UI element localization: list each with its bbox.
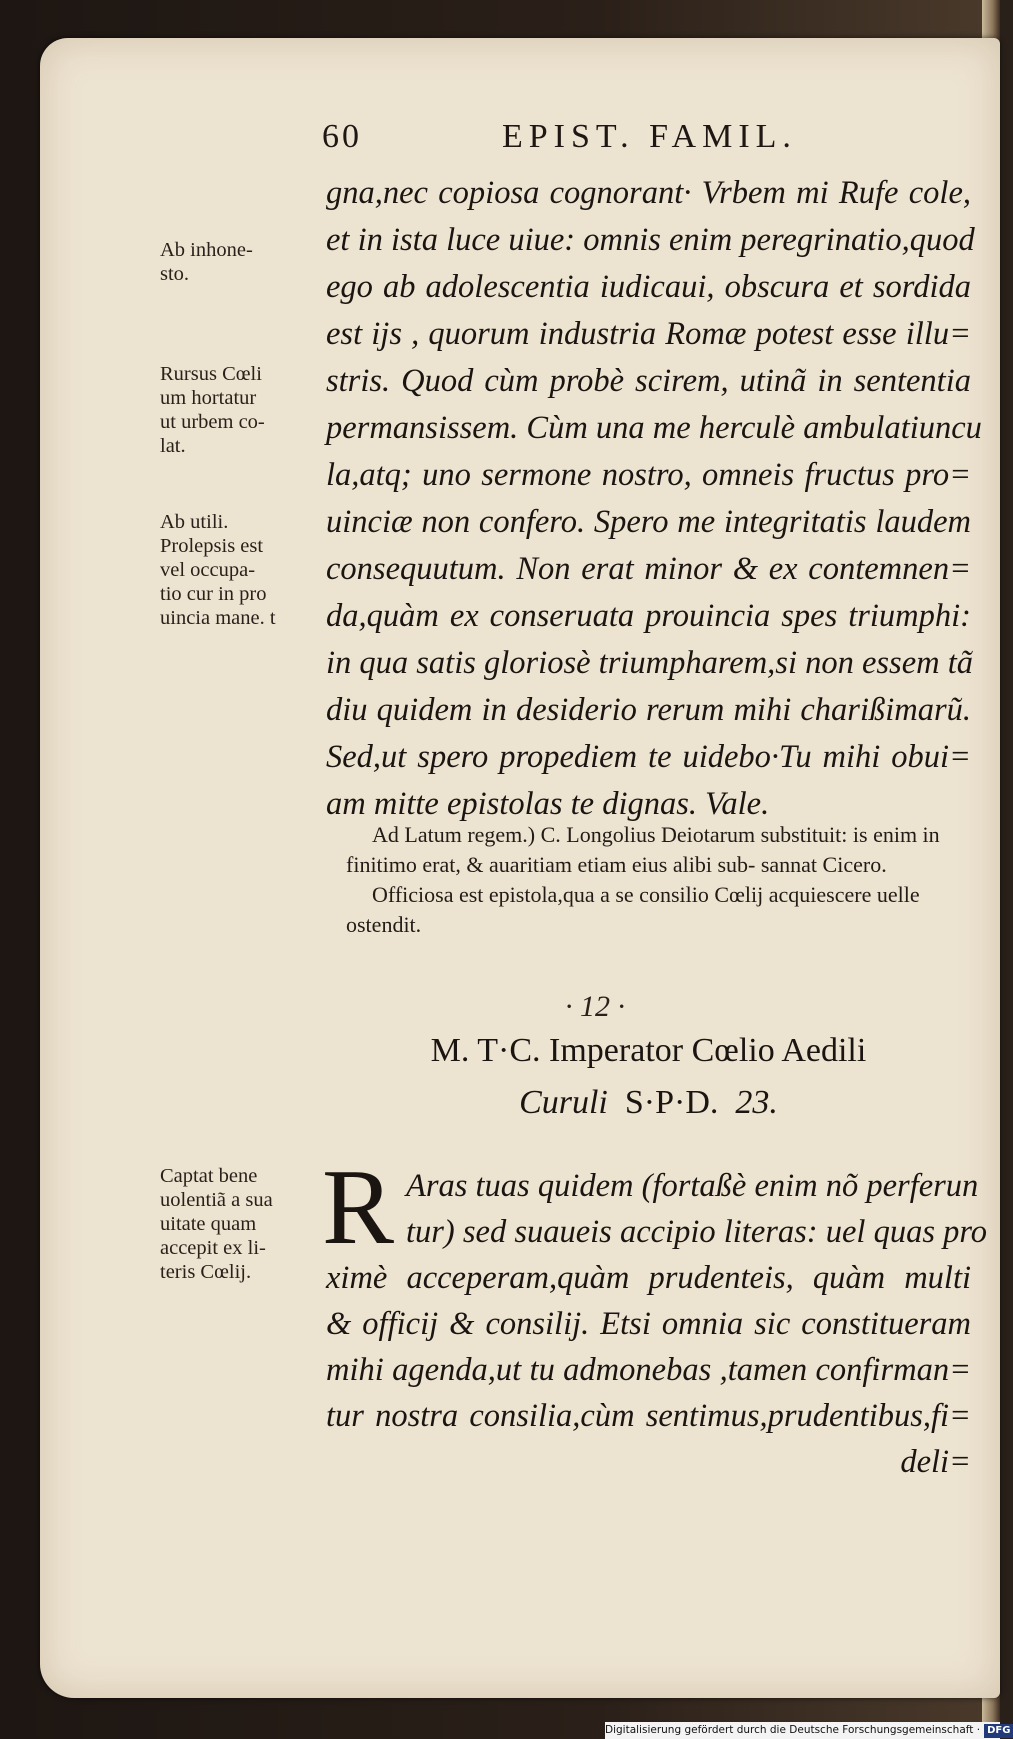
note-line: uelle ostendit. (346, 882, 920, 937)
text-line: consequutum. Non erat minor & ex contemnen= (326, 551, 971, 587)
marginal-line: accepit ex li- (160, 1237, 266, 1259)
text-line: ximè acceperam,quàm prudenteis, quàm multi (326, 1260, 971, 1296)
text-line: tur) sed suaueis accipio literas: uel quas pro (406, 1214, 988, 1250)
letter-title-spd: S·P·D. (624, 1084, 719, 1121)
letter-title-curuli: Curuli (519, 1084, 608, 1121)
letter-title-number: 23. (735, 1084, 778, 1121)
text-line: la,atq; uno sermone nostro, omneis fructus pro= (326, 457, 971, 493)
text-line: et in ista luce uiue: omnis enim peregrinatio,quod (326, 222, 975, 258)
marginal-note-4 (160, 1164, 320, 1284)
text-line: stris. Quod cùm probè scirem, utinã in sententia (326, 363, 971, 399)
text-line: est ijs , quorum industria Romæ potest esse illu= (326, 316, 971, 352)
text-line: gna,nec copiosa cognorant· Vrbem mi Rufe cole, (326, 175, 971, 211)
marginal-line: Rursus Cœli (160, 363, 262, 385)
text-line: am mitte epistolas te dignas. Vale. (326, 786, 770, 822)
marginal-line: Ab utili. (160, 511, 229, 533)
marginal-line: vel occupa- (160, 559, 256, 581)
text-line: & officij & consilij. Etsi omnia sic constitueram (326, 1306, 971, 1342)
text-line: in qua satis gloriosè triumpharem,si non essem tã (326, 645, 974, 681)
marginal-line: uitate quam (160, 1213, 257, 1235)
digitization-footer (605, 1722, 1011, 1739)
text-line: Aras tuas quidem (fortaßè enim nõ perferun (406, 1168, 979, 1204)
commentary-notes (346, 820, 976, 940)
letter-title-line-2 (326, 1077, 971, 1129)
text-line: tur nostra consilia,cùm sentimus,prudentibus,fi= (326, 1398, 971, 1434)
text-line: uinciæ non confero. Spero me integritatis laudem (326, 504, 971, 540)
letter-number: · 12 · (565, 990, 625, 1023)
text-line: da,quàm ex conseruata prouincia spes triumphi: (326, 598, 971, 634)
marginal-line: uolentiã a sua (160, 1189, 273, 1211)
marginal-line: uincia mane. t (160, 607, 276, 629)
text-line: ego ab adolescentia iudicaui, obscura et sordida (326, 269, 971, 305)
marginal-line: um hortatur (160, 387, 257, 409)
text-line: permansissem. Cùm una me herculè ambulatiuncu (326, 410, 982, 446)
marginal-line: ut urbem co- (160, 411, 265, 433)
marginal-line: tio cur in pro (160, 583, 267, 605)
marginal-note-3 (160, 510, 320, 630)
marginal-note-1 (160, 238, 320, 286)
letter-title (326, 1025, 971, 1129)
dfg-logo: DFG (984, 1724, 1013, 1738)
text-line: diu quidem in desiderio rerum mihi charißimarũ. (326, 692, 971, 728)
marginal-line: Prolepsis est (160, 535, 264, 557)
drop-cap-initial: R (322, 1148, 395, 1267)
note-line: sannat Cicero. (760, 852, 887, 877)
main-text-block (326, 170, 982, 828)
text-line: mihi agenda,ut tu admonebas ,tamen confirman= (326, 1352, 971, 1388)
note-line: Officiosa est epistola,qua a se consilio Cœlij acquiescere (372, 882, 872, 907)
note-line: Ad Latum regem.) C. Longolius Deiotarum substituit: (372, 822, 848, 847)
letter-title-line-1: M. T·C. Imperator Cœlio Aedili (430, 1032, 867, 1069)
marginal-line: sto. (160, 263, 190, 285)
marginal-line: Ab inhone- (160, 239, 253, 261)
page-number: 60 (322, 118, 362, 155)
footer-text: Digitalisierung gefördert durch die Deutsche Forschungsgemeinschaft · (605, 1724, 981, 1736)
marginal-note-2 (160, 362, 320, 458)
text-line: deli= (900, 1444, 971, 1480)
text-line: Sed,ut spero propediem te uidebo·Tu mihi obui= (326, 739, 971, 775)
running-title: EPIST. FAMIL. (502, 118, 797, 155)
second-letter-text (326, 1163, 988, 1485)
marginal-line: teris Cœlij. (160, 1261, 252, 1283)
marginal-line: lat. (160, 435, 186, 457)
marginal-line: Captat bene (160, 1165, 258, 1187)
note-line: is enim in finitimo erat, & auaritiam etiam eius alibi sub- (346, 822, 940, 877)
